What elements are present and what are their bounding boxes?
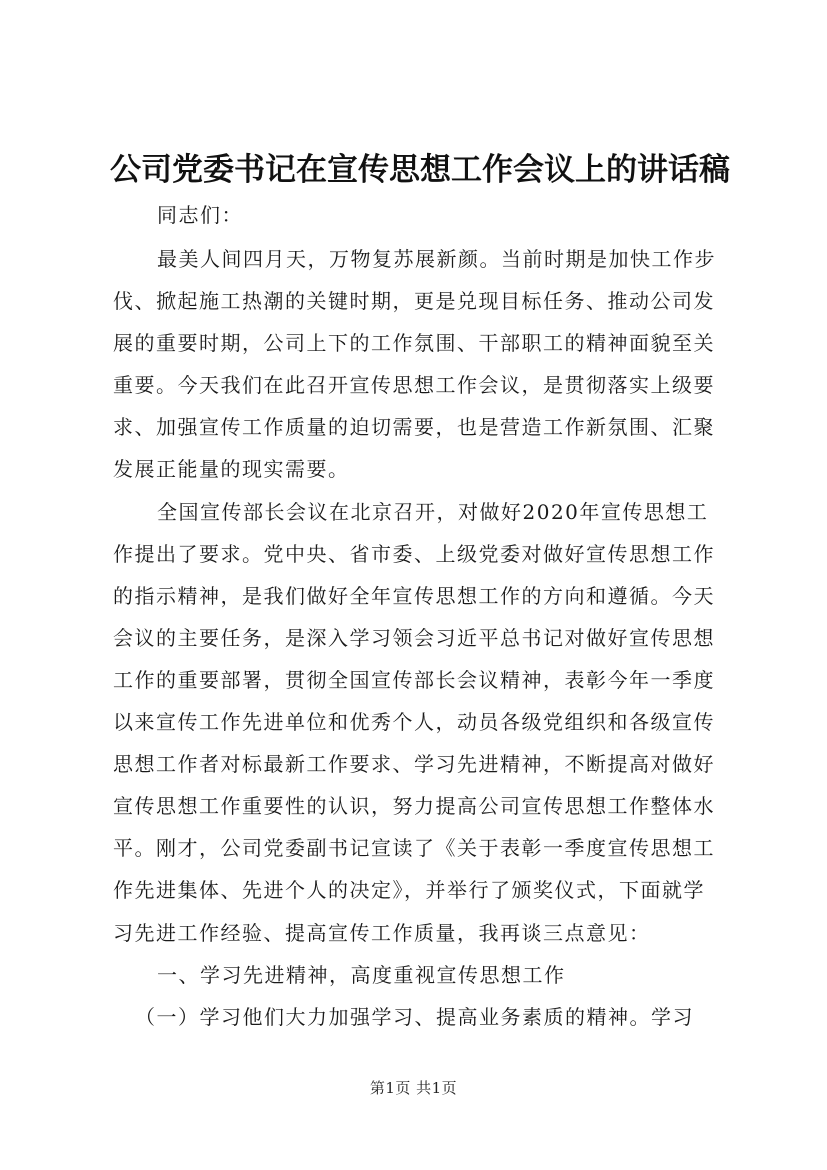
paragraph-2: 全国宣传部长会议在北京召开，对做好2020年宣传思想工作提出了要求。党中央、省市委、上级党委对做好宣传思想工作的指示精神，是我们做好全年宣传思想工作的方向和遵循。今天会议的主要任务，是深入学习领会习近平总书记对做好宣传思想工作的重要部署，贯彻全国宣传部长会议精神，表彰今年一季度以来宣传工作先进单位和优秀个人，动员各级党组织和各级宣传思想工作者对标最新工作要求、学习先进精神，不断提高对做好宣传思想工作重要性的认识，努力提高公司宣传思想工作整体水平。刚才，公司党委副书记宣读了《关于表彰一季度宣传思想工作先进集体、先进个人的决定》，并举行了颁奖仪式，下面就学习先进工作经验、提高宣传工作质量，我再谈三点意见： <box>113 499 715 945</box>
section-heading-1: 一、学习先进精神，高度重视宣传思想工作 <box>157 962 566 987</box>
page-footer: 第1页 共1页 <box>369 1079 458 1097</box>
salutation: 同志们： <box>157 203 243 227</box>
paragraph-1: 最美人间四月天，万物复苏展新颜。当前时期是加快工作步伐、掀起施工热潮的关键时期，更是兑现目标任务、推动公司发展的重要时期，公司上下的工作氛围、干部职工的精神面貌至关重要。今天我们在此召开宣传思想工作会议，是贯彻落实上级要求、加强宣传工作质量的迫切需要，也是营造工作新氛围、汇聚发展正能量的现实需要。 <box>113 247 716 482</box>
document-body <box>113 196 717 1038</box>
document-title: 公司党委书记在宣传思想工作会议上的讲话稿 <box>110 152 730 188</box>
sub-heading-1: （一）学习他们大力加强学习、提高业务素质的精神。学习 <box>135 1004 694 1029</box>
